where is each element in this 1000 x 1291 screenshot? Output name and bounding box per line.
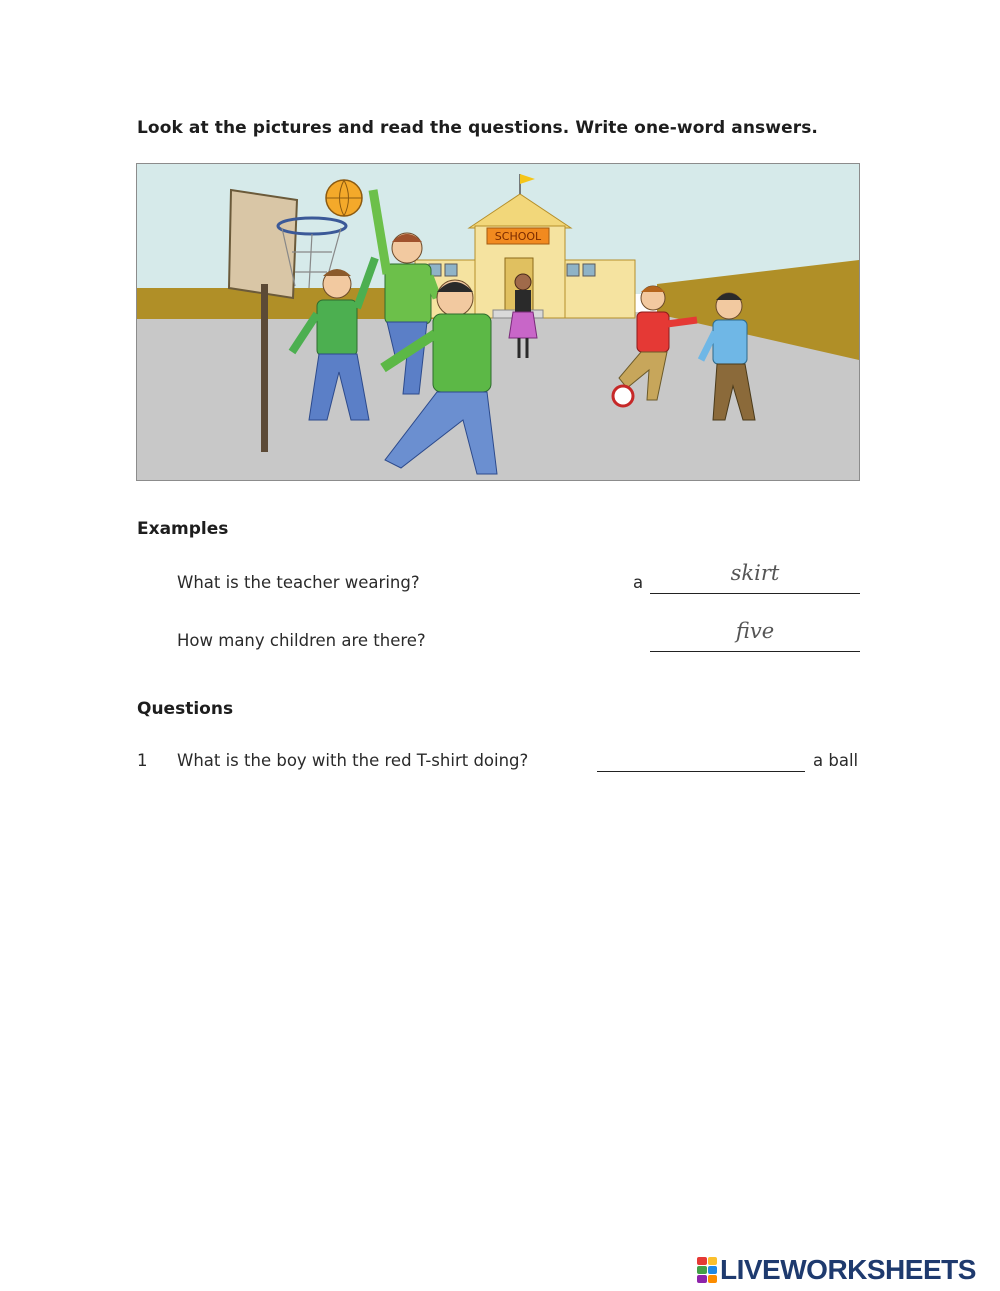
logo-blocks-icon bbox=[697, 1257, 717, 1283]
example-prefix-1: a bbox=[633, 573, 644, 592]
question-number-1: 1 bbox=[137, 751, 148, 770]
questions-title: Questions bbox=[137, 699, 234, 719]
school-sign: SCHOOL bbox=[494, 230, 542, 243]
question-text-1: What is the boy with the red T-shirt doing? bbox=[177, 751, 529, 770]
example-question-2: How many children are there? bbox=[177, 631, 426, 650]
question-suffix-1: a ball bbox=[813, 751, 859, 770]
logo-text: LIVEWORKSHEETS bbox=[720, 1254, 976, 1285]
instructions: Look at the pictures and read the questions. Write one-word answers. bbox=[137, 118, 818, 138]
football bbox=[613, 386, 633, 406]
question-answer-field-1[interactable] bbox=[597, 771, 805, 772]
example-answer-2: five bbox=[735, 619, 775, 643]
playground-picture bbox=[136, 163, 860, 481]
example-answer-line-2 bbox=[650, 651, 860, 652]
example-answer-line-1 bbox=[650, 593, 860, 594]
examples-title: Examples bbox=[137, 519, 229, 539]
example-row-2 bbox=[137, 619, 860, 661]
example-answer-1: skirt bbox=[730, 561, 780, 585]
question-row-1 bbox=[137, 751, 860, 781]
example-question-1: What is the teacher wearing? bbox=[177, 573, 420, 592]
example-row-1 bbox=[137, 561, 860, 603]
liveworksheets-logo bbox=[697, 1255, 976, 1285]
